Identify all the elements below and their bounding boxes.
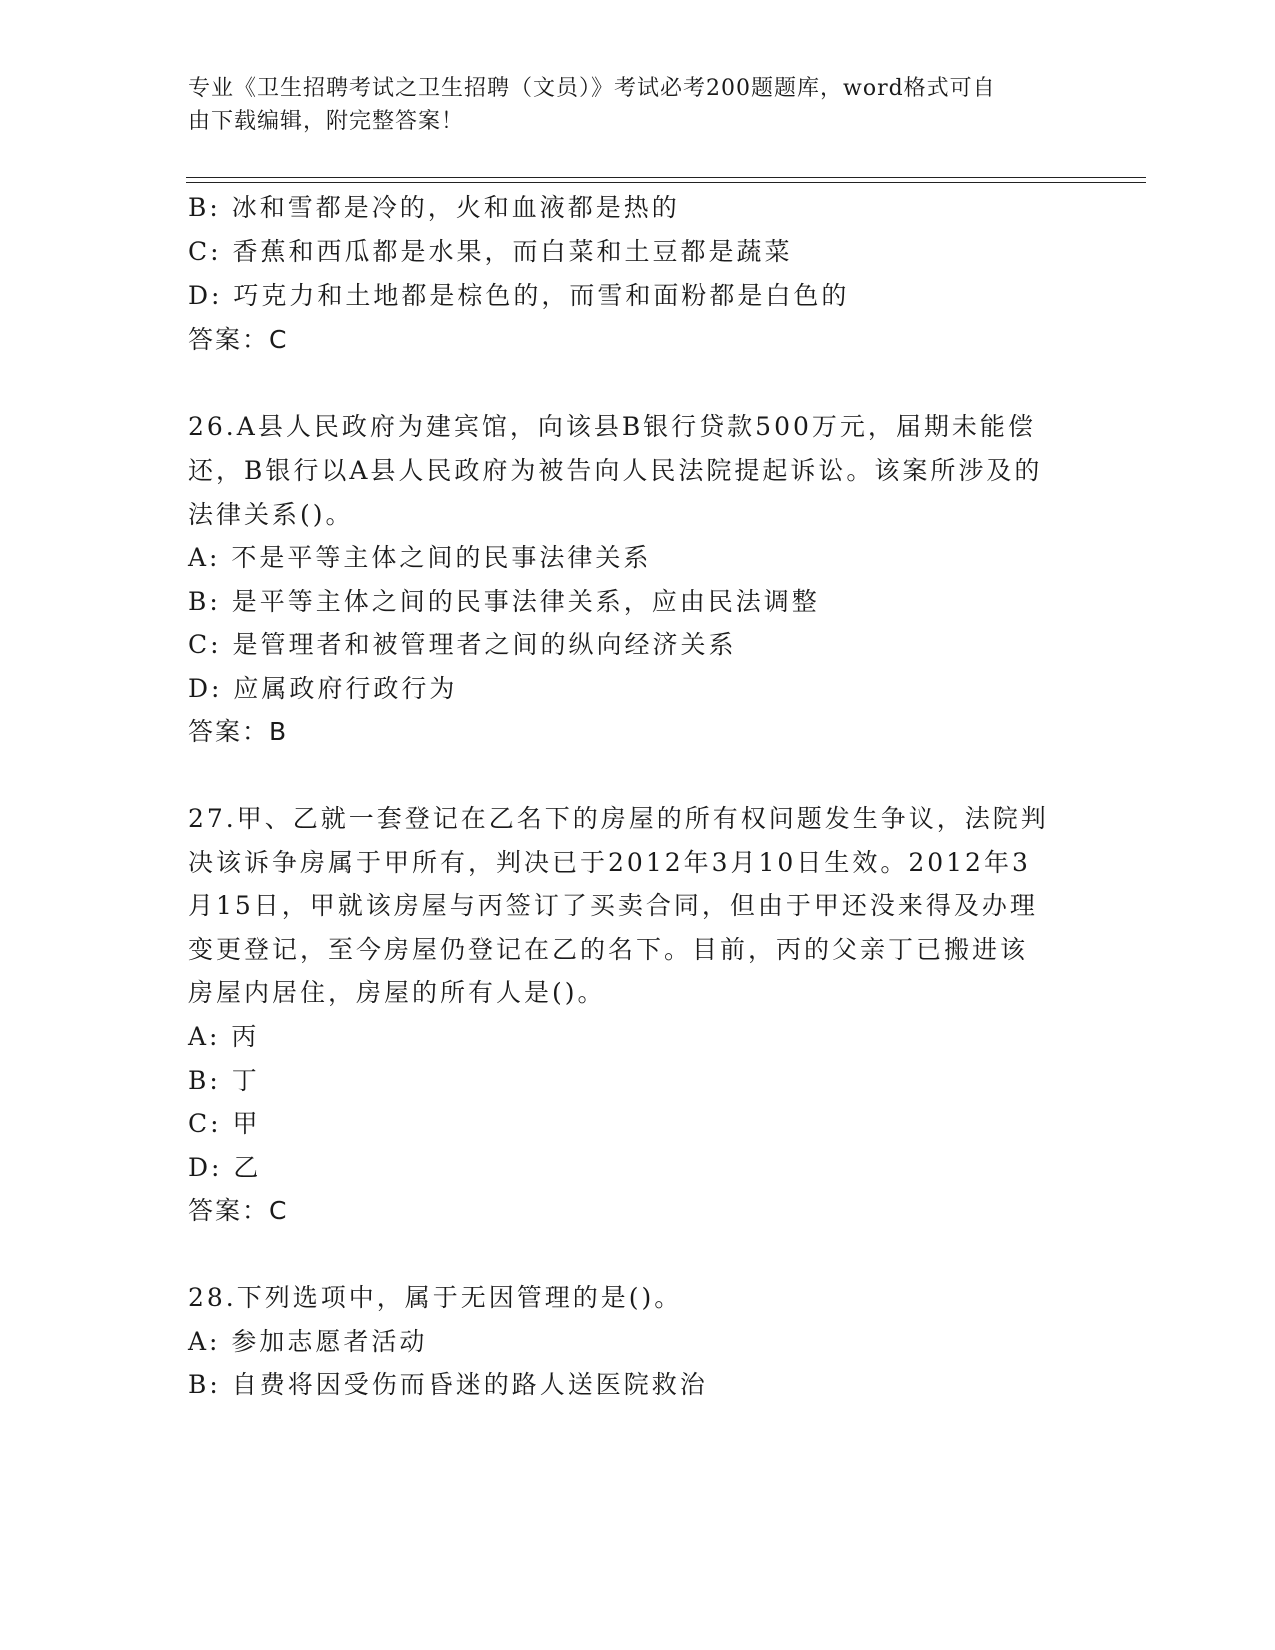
q27-option-d: D: 乙 <box>188 1153 262 1182</box>
q26-stem-line-3: 法律关系()。 <box>188 500 354 529</box>
q26-option-d: D: 应属政府行政行为 <box>188 674 458 703</box>
header-title-line-2: 由下载编辑，附完整答案！ <box>188 109 465 134</box>
q28-option-a: A: 参加志愿者活动 <box>188 1327 428 1356</box>
header-title-line-1: 专业《卫生招聘考试之卫生招聘（文员）》考试必考200题题库，word格式可自 <box>188 76 996 101</box>
q27-option-c: C: 甲 <box>188 1109 261 1138</box>
q27-answer: 答案：C <box>188 1196 289 1225</box>
q28-option-b: B: 自费将因受伤而昏迷的路人送医院救治 <box>188 1370 708 1399</box>
q26-option-a: A: 不是平等主体之间的民事法律关系 <box>188 543 652 572</box>
q26-option-b: B: 是平等主体之间的民事法律关系，应由民法调整 <box>188 587 820 616</box>
document-header <box>188 72 1088 138</box>
q25-answer: 答案：C <box>188 325 289 354</box>
q25-option-b: B: 冰和雪都是冷的，火和血液都是热的 <box>188 193 680 222</box>
q26-stem-line-2: 还，B银行以A县人民政府为被告向人民法院提起诉讼。该案所涉及的 <box>188 456 1043 485</box>
q25-option-d: D: 巧克力和土地都是棕色的，而雪和面粉都是白色的 <box>188 281 850 310</box>
q27-stem-line-3: 月15日，甲就该房屋与丙签订了买卖合同，但由于甲还没来得及办理 <box>188 891 1038 920</box>
q27-stem-line-4: 变更登记，至今房屋仍登记在乙的名下。目前，丙的父亲丁已搬进该 <box>188 935 1029 964</box>
q26-answer: 答案：B <box>188 717 289 746</box>
q27-stem-line-5: 房屋内居住，房屋的所有人是()。 <box>188 978 606 1007</box>
q27-option-a: A: 丙 <box>188 1022 260 1051</box>
q25-option-c: C: 香蕉和西瓜都是水果，而白菜和土豆都是蔬菜 <box>188 237 793 266</box>
q26-stem-line-1: 26.A县人民政府为建宾馆，向该县B银行贷款500万元，届期未能偿 <box>188 412 1036 441</box>
q27-stem-line-1: 27.甲、乙就一套登记在乙名下的房屋的所有权问题发生争议，法院判 <box>188 804 1049 833</box>
header-divider-bottom <box>186 182 1146 183</box>
q27-stem-line-2: 决该诉争房属于甲所有，判决已于2012年3月10日生效。2012年3 <box>188 848 1031 877</box>
q26-option-c: C: 是管理者和被管理者之间的纵向经济关系 <box>188 630 737 659</box>
header-divider-top <box>186 177 1146 178</box>
q27-option-b: B: 丁 <box>188 1066 260 1095</box>
q28-stem-line-1: 28.下列选项中，属于无因管理的是()。 <box>188 1283 683 1312</box>
